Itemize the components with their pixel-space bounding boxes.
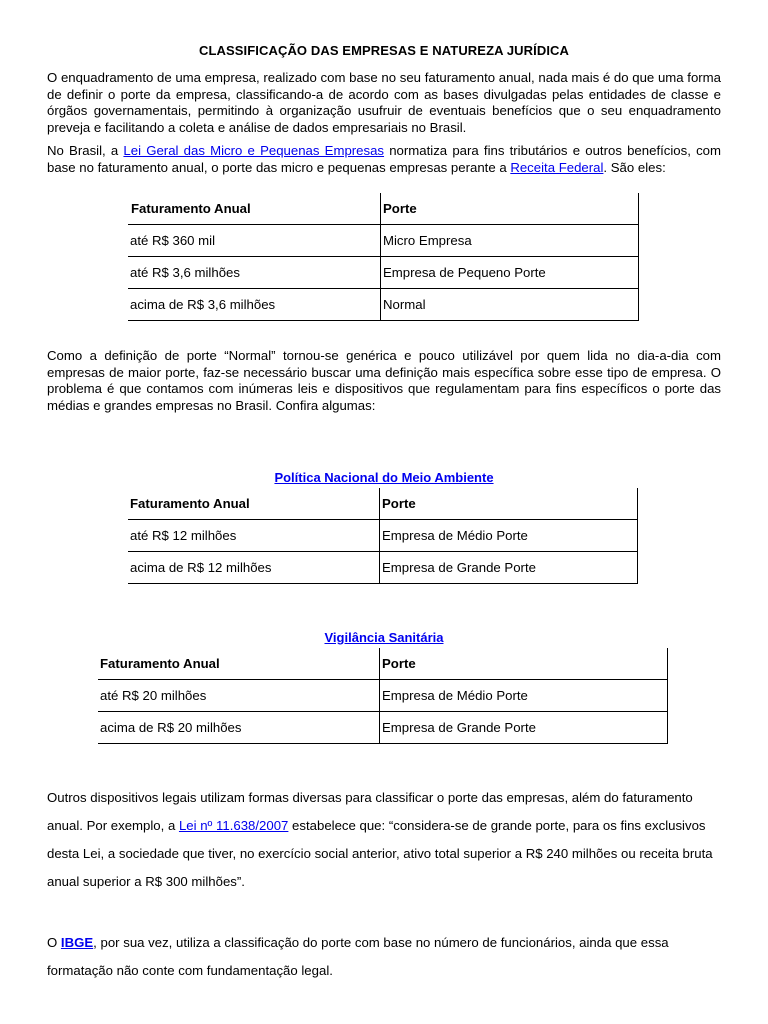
- cell-faturamento: até R$ 12 milhões: [128, 520, 380, 552]
- paragraph-ibge: [47, 929, 727, 985]
- table-row: [128, 257, 639, 289]
- table-caption: [0, 470, 768, 485]
- header-porte: Porte: [380, 648, 668, 680]
- text-fragment: . São eles:: [603, 159, 666, 175]
- text-fragment: estabelece que: “considera-se de grande porte, para os fins exclusivos desta Lei, a sociedade que tiver, no exercício social anterior, ativo total superior a R$ 240 milhões ou receita bruta anual superior a R$ 300 milhões”.: [47, 818, 713, 889]
- link-vigilancia-sanitaria[interactable]: Vigilância Sanitária: [324, 630, 444, 645]
- text-fragment: Outros dispositivos legais utilizam formas diversas para classificar o porte das empresas, além do faturamento anual. Por exemplo, a: [47, 790, 693, 833]
- table-row: [128, 552, 638, 584]
- table-vigilancia: [98, 648, 668, 744]
- cell-faturamento: até R$ 3,6 milhões: [128, 257, 381, 289]
- table-header-row: [98, 648, 668, 680]
- table-porte-receita: [128, 193, 639, 321]
- text-fragment: O: [47, 935, 61, 950]
- table-row: [128, 225, 639, 257]
- document-title: CLASSIFICAÇÃO DAS EMPRESAS E NATUREZA JURÍDICA: [198, 43, 570, 58]
- cell-faturamento: até R$ 20 milhões: [98, 680, 380, 712]
- header-faturamento: Faturamento Anual: [98, 648, 380, 680]
- header-faturamento: Faturamento Anual: [128, 193, 381, 225]
- cell-faturamento: acima de R$ 12 milhões: [128, 552, 380, 584]
- text-fragment: , por sua vez, utiliza a classificação do porte com base no número de funcionários, ainda que essa formatação não conte com fundamentação legal.: [47, 935, 669, 978]
- paragraph-intro: O enquadramento de uma empresa, realizado com base no seu faturamento anual, nada mais é do que uma forma de definir o porte da empresa, classificando-a de acordo com as bases divulgadas pelas entidades de classe e órgãos governamentais, permitindo à organização usufruir de eventuais benefícios que o seu enquadramento preveja e facilitando a coleta e análise de dados empresariais no Brasil.: [47, 70, 721, 135]
- cell-porte: Empresa de Pequeno Porte: [381, 257, 639, 289]
- paragraph-porte-normal: Como a definição de porte “Normal” tornou-se genérica e pouco utilizável por quem lida no dia-a-dia com empresas de maior porte, faz-se necessário buscar uma definição mais específica sobre esse tipo de empresa. O problema é que contamos com inúmeras leis e dispositivos que regulamentam para fins específicos o porte das médias e grandes empresas no Brasil. Confira algumas:: [47, 348, 721, 413]
- table-caption: [0, 630, 768, 645]
- header-porte: Porte: [380, 488, 638, 520]
- link-lei-11638[interactable]: Lei nº 11.638/2007: [178, 818, 289, 833]
- cell-faturamento: acima de R$ 3,6 milhões: [128, 289, 381, 321]
- cell-porte: Micro Empresa: [381, 225, 639, 257]
- table-row: [128, 520, 638, 552]
- table-header-row: [128, 488, 638, 520]
- link-ibge[interactable]: IBGE: [60, 935, 94, 950]
- cell-porte: Empresa de Grande Porte: [380, 552, 638, 584]
- text-fragment: normatiza para fins tributários e outros benefícios, com base no faturamento anual, o porte das micro e pequenas empresas perante a: [47, 143, 721, 175]
- header-faturamento: Faturamento Anual: [128, 488, 380, 520]
- link-politica-meio-ambiente[interactable]: Política Nacional do Meio Ambiente: [274, 470, 494, 485]
- table-row: [98, 680, 668, 712]
- paragraph-outros-dispositivos: [47, 784, 727, 896]
- cell-faturamento: acima de R$ 20 milhões: [98, 712, 380, 744]
- text-fragment: No Brasil, a: [47, 143, 124, 158]
- paragraph-lei-geral: [47, 143, 721, 176]
- table-row: [128, 289, 639, 321]
- cell-porte: Empresa de Grande Porte: [380, 712, 668, 744]
- cell-porte: Empresa de Médio Porte: [380, 680, 668, 712]
- cell-porte: Normal: [381, 289, 639, 321]
- table-header-row: [128, 193, 639, 225]
- link-receita-federal[interactable]: Receita Federal: [510, 159, 604, 175]
- link-lei-geral[interactable]: Lei Geral das Micro e Pequenas Empresas: [123, 143, 385, 158]
- cell-porte: Empresa de Médio Porte: [380, 520, 638, 552]
- cell-faturamento: até R$ 360 mil: [128, 225, 381, 257]
- table-row: [98, 712, 668, 744]
- table-meio-ambiente: [128, 488, 638, 584]
- header-porte: Porte: [381, 193, 639, 225]
